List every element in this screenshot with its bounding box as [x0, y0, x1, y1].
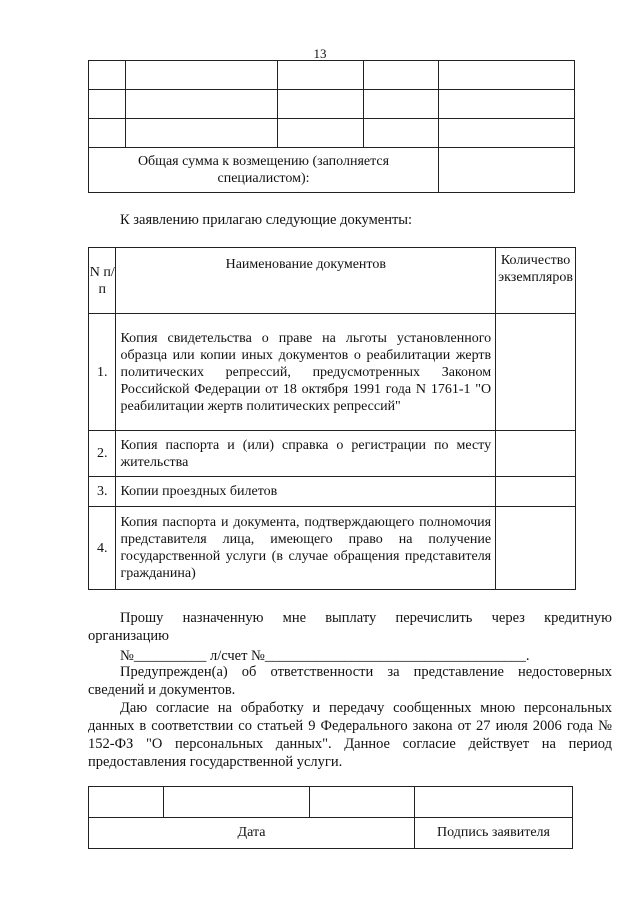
- consent-paragraph: Даю согласие на обработку и передачу сообщенных мною персональных данных в соответствии со статьей 9 Федерального закона от 27 июля 2006 года № 152-ФЗ "О персональных данных". Данное согласие действует на период предоставления государственной услуги.: [88, 700, 612, 770]
- attachments-intro: К заявлению прилагаю следующие документы:: [120, 212, 413, 228]
- row-qty: [496, 431, 576, 477]
- table-cell: [278, 61, 364, 90]
- request-word: Прошу: [120, 610, 164, 626]
- row-num: 3.: [89, 477, 116, 507]
- table-cell: [278, 119, 364, 148]
- table-row: [89, 314, 576, 431]
- request-word: кредитную: [544, 610, 612, 626]
- table-cell: [89, 61, 126, 90]
- total-sum-value: [439, 148, 575, 193]
- row-num: 4.: [89, 507, 116, 590]
- request-word: через: [491, 610, 525, 626]
- table-row: [89, 119, 575, 148]
- table-cell: [89, 90, 126, 119]
- table-cell: [89, 119, 126, 148]
- request-line2: организацию: [88, 628, 169, 644]
- table-cell: [364, 61, 439, 90]
- table-cell: [126, 90, 278, 119]
- row-num: 2.: [89, 431, 116, 477]
- row-name: Копии проездных билетов: [116, 477, 496, 507]
- compensation-table: [88, 60, 575, 193]
- request-word: мне: [282, 610, 307, 626]
- row-name: Копия паспорта и (или) справка о регистрации по месту жительства: [116, 431, 496, 477]
- signature-label-row: [89, 818, 573, 849]
- signature-label: Подпись заявителя: [415, 818, 573, 849]
- table-cell: [126, 119, 278, 148]
- signature-blank-row: [89, 787, 573, 818]
- row-name: Копия паспорта и документа, подтверждающего полномочия представителя лица, имеющего право на получение государственной услуги (в случае обращения представителя гражданина): [116, 507, 496, 590]
- documents-header-row: [89, 248, 576, 314]
- table-row: [89, 90, 575, 119]
- table-row: [89, 507, 576, 590]
- row-qty: [496, 314, 576, 431]
- table-cell: [364, 90, 439, 119]
- table-row: [89, 477, 576, 507]
- request-paragraph: [88, 609, 612, 645]
- table-cell: [364, 119, 439, 148]
- signature-table: [88, 786, 573, 849]
- total-sum-label: [89, 148, 439, 193]
- table-cell: [126, 61, 278, 90]
- table-cell: [310, 787, 415, 818]
- total-sum-label-line2: специалистом):: [217, 171, 310, 186]
- total-row: [89, 148, 575, 193]
- table-cell: [164, 787, 310, 818]
- table-cell: [278, 90, 364, 119]
- header-qty: Количество экземпляров: [496, 248, 576, 314]
- documents-table: [88, 247, 576, 590]
- table-cell: [439, 90, 575, 119]
- row-name: Копия свидетельства о праве на льготы установленного образца или копии иных документов о реабилитации жертв политических репрессий, предусмотренных Законом Российской Федерации от 18 октября 1991 года N 1761-1 "О реабилитации жертв политических репрессий": [116, 314, 496, 431]
- table-row: [89, 431, 576, 477]
- date-label: Дата: [89, 818, 415, 849]
- row-qty: [496, 477, 576, 507]
- request-word: перечислить: [395, 610, 473, 626]
- row-qty: [496, 507, 576, 590]
- account-line: №__________ л/счет №____________________________________.: [120, 648, 530, 664]
- table-cell: [439, 119, 575, 148]
- page-number: 13: [313, 46, 327, 61]
- request-word: назначенную: [182, 610, 264, 626]
- header-name: Наименование документов: [116, 248, 496, 314]
- request-line1: [88, 609, 612, 627]
- table-row: [89, 61, 575, 90]
- table-cell: [439, 61, 575, 90]
- warning-paragraph: Предупрежден(а) об ответственности за представление недостоверных сведений и документов.: [88, 664, 612, 698]
- request-word: выплату: [325, 610, 377, 626]
- table-cell: [89, 787, 164, 818]
- table-cell: [415, 787, 573, 818]
- row-num: 1.: [89, 314, 116, 431]
- total-sum-label-line1: Общая сумма к возмещению (заполняется: [137, 154, 390, 169]
- header-num: N п/п: [89, 248, 116, 314]
